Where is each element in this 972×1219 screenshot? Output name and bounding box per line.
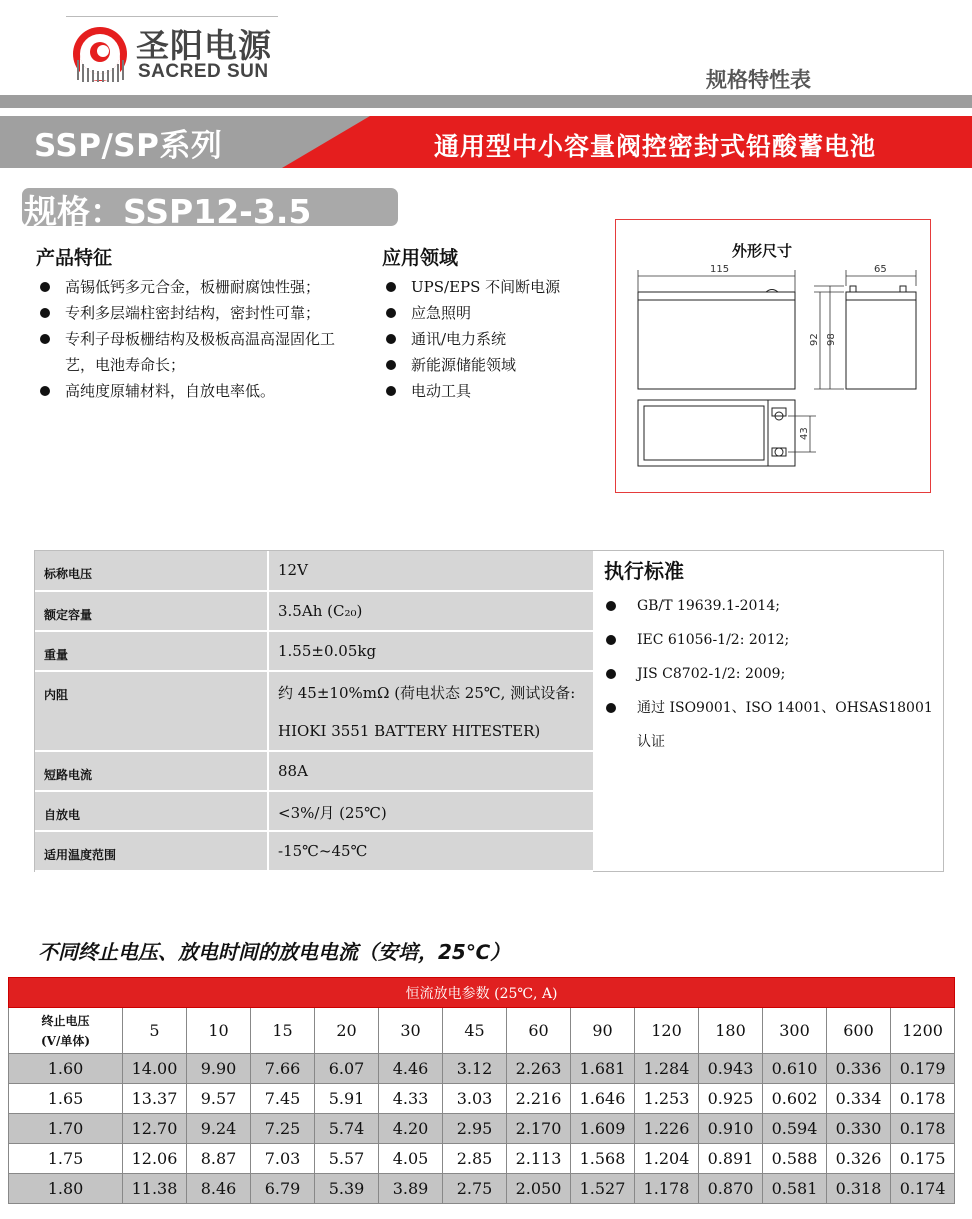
discharge-time-header: 5 xyxy=(123,1008,187,1054)
end-voltage-cell: 1.65 xyxy=(9,1084,123,1114)
discharge-row xyxy=(9,1054,955,1084)
dimension-title: 外形尺寸 xyxy=(732,242,793,260)
discharge-current-cell: 2.170 xyxy=(507,1114,571,1144)
discharge-current-cell: 9.24 xyxy=(187,1114,251,1144)
feature-item: 专利子母板栅结构及极板高温高湿固化工艺，电池寿命长； xyxy=(36,326,356,378)
end-voltage-cell: 1.60 xyxy=(9,1054,123,1084)
discharge-current-cell: 0.925 xyxy=(699,1084,763,1114)
dim-width-label: 65 xyxy=(874,264,887,275)
discharge-current-cell: 6.79 xyxy=(251,1174,315,1204)
discharge-body xyxy=(9,1054,955,1204)
discharge-current-cell: 12.06 xyxy=(123,1144,187,1174)
discharge-current-cell: 5.91 xyxy=(315,1084,379,1114)
spec-row xyxy=(35,791,593,831)
discharge-current-cell: 0.330 xyxy=(827,1114,891,1144)
discharge-current-cell: 2.85 xyxy=(443,1144,507,1174)
spec-value: 12V xyxy=(268,551,593,591)
discharge-current-cell: 4.46 xyxy=(379,1054,443,1084)
battery-outline-drawing xyxy=(616,220,930,492)
spec-value: -15℃~45℃ xyxy=(268,831,593,871)
discharge-current-cell: 0.336 xyxy=(827,1054,891,1084)
application-item: 电动工具 xyxy=(382,378,612,404)
feature-item: 高锡低钙多元合金，板栅耐腐蚀性强； xyxy=(36,274,356,300)
discharge-current-cell: 0.178 xyxy=(891,1084,955,1114)
discharge-current-cell: 0.594 xyxy=(763,1114,827,1144)
dimension-drawing-panel xyxy=(615,219,931,493)
discharge-current-cell: 0.175 xyxy=(891,1144,955,1174)
application-item: 应急照明 xyxy=(382,300,612,326)
discharge-row xyxy=(9,1174,955,1204)
end-voltage-cell: 1.70 xyxy=(9,1114,123,1144)
discharge-time-header: 1200 xyxy=(891,1008,955,1054)
discharge-current-cell: 3.03 xyxy=(443,1084,507,1114)
spec-value: 1.55±0.05kg xyxy=(268,631,593,671)
discharge-current-cell: 1.178 xyxy=(635,1174,699,1204)
discharge-current-cell: 3.89 xyxy=(379,1174,443,1204)
end-voltage-cell: 1.80 xyxy=(9,1174,123,1204)
discharge-time-header: 90 xyxy=(571,1008,635,1054)
discharge-current-cell: 0.326 xyxy=(827,1144,891,1174)
features-list xyxy=(36,274,356,404)
discharge-time-header: 300 xyxy=(763,1008,827,1054)
discharge-row xyxy=(9,1114,955,1144)
discharge-current-cell: 0.870 xyxy=(699,1174,763,1204)
discharge-current-cell: 0.910 xyxy=(699,1114,763,1144)
discharge-time-header: 60 xyxy=(507,1008,571,1054)
dim-terminal-label: 43 xyxy=(799,427,810,440)
discharge-time-header: 180 xyxy=(699,1008,763,1054)
discharge-time-header: 20 xyxy=(315,1008,379,1054)
dim-length-label: 115 xyxy=(710,264,730,275)
spec-key: 自放电 xyxy=(35,791,268,831)
discharge-current-cell: 11.38 xyxy=(123,1174,187,1204)
spec-row xyxy=(35,551,593,591)
discharge-current-cell: 2.75 xyxy=(443,1174,507,1204)
discharge-current-cell: 5.39 xyxy=(315,1174,379,1204)
discharge-time-header: 10 xyxy=(187,1008,251,1054)
discharge-header-row xyxy=(9,1008,955,1054)
feature-item: 专利多层端柱密封结构，密封性可靠； xyxy=(36,300,356,326)
discharge-current-cell: 2.95 xyxy=(443,1114,507,1144)
discharge-current-cell: 8.87 xyxy=(187,1144,251,1174)
discharge-current-cell: 5.57 xyxy=(315,1144,379,1174)
discharge-current-cell: 0.174 xyxy=(891,1174,955,1204)
discharge-current-cell: 0.581 xyxy=(763,1174,827,1204)
standard-item: GB/T 19639.1-2014; xyxy=(602,589,942,623)
discharge-current-cell: 4.33 xyxy=(379,1084,443,1114)
discharge-current-cell: 7.03 xyxy=(251,1144,315,1174)
series-name: SSP/SP系列 xyxy=(34,128,223,164)
discharge-current-cell: 0.602 xyxy=(763,1084,827,1114)
discharge-current-cell: 4.05 xyxy=(379,1144,443,1174)
discharge-current-cell: 1.568 xyxy=(571,1144,635,1174)
discharge-current-cell: 0.318 xyxy=(827,1174,891,1204)
discharge-current-cell: 6.07 xyxy=(315,1054,379,1084)
end-voltage-cell: 1.75 xyxy=(9,1144,123,1174)
standard-item: IEC 61056-1/2: 2012; xyxy=(602,623,942,657)
spec-key: 重量 xyxy=(35,631,268,671)
document-type: 规格特性表 xyxy=(706,68,811,92)
discharge-current-cell: 2.216 xyxy=(507,1084,571,1114)
discharge-current-cell: 9.90 xyxy=(187,1054,251,1084)
discharge-current-cell: 13.37 xyxy=(123,1084,187,1114)
discharge-caption-row xyxy=(9,978,955,1008)
logo-chinese-name: 圣阳电源 xyxy=(136,26,272,65)
spec-value: <3%/月 (25℃) xyxy=(268,791,593,831)
discharge-current-cell: 1.284 xyxy=(635,1054,699,1084)
discharge-current-cell: 0.334 xyxy=(827,1084,891,1114)
spec-key: 适用温度范围 xyxy=(35,831,268,871)
discharge-table xyxy=(8,977,955,1204)
spec-row xyxy=(35,831,593,871)
spec-value: 88A xyxy=(268,751,593,791)
discharge-current-cell: 1.527 xyxy=(571,1174,635,1204)
discharge-current-cell: 2.263 xyxy=(507,1054,571,1084)
spec-table xyxy=(35,551,593,872)
discharge-current-cell: 0.178 xyxy=(891,1114,955,1144)
discharge-time-header: 30 xyxy=(379,1008,443,1054)
discharge-time-header: 15 xyxy=(251,1008,315,1054)
discharge-current-cell: 0.943 xyxy=(699,1054,763,1084)
voltage-header-line2: (V/单体) xyxy=(40,1033,91,1048)
spec-key: 短路电流 xyxy=(35,751,268,791)
application-item: 新能源储能领域 xyxy=(382,352,612,378)
dim-height-label: 92 xyxy=(809,333,820,346)
discharge-current-cell: 0.610 xyxy=(763,1054,827,1084)
discharge-current-cell: 7.25 xyxy=(251,1114,315,1144)
discharge-heading: 不同终止电压、放电时间的放电电流（安培，25℃） xyxy=(38,940,511,964)
discharge-current-cell: 1.226 xyxy=(635,1114,699,1144)
product-title: 通用型中小容量阀控密封式铅酸蓄电池 xyxy=(434,132,877,161)
discharge-current-cell: 9.57 xyxy=(187,1084,251,1114)
header-divider-bar xyxy=(0,95,972,108)
discharge-current-cell: 4.20 xyxy=(379,1114,443,1144)
discharge-time-header: 45 xyxy=(443,1008,507,1054)
standard-item: 通过 ISO9001、ISO 14001、OHSAS18001 认证 xyxy=(602,691,942,759)
dim-total-height-label: 98 xyxy=(826,333,837,346)
spec-row xyxy=(35,751,593,791)
model-label: 规格：SSP12-3.5 xyxy=(24,192,312,231)
voltage-column-header xyxy=(9,1008,123,1054)
spec-key: 标称电压 xyxy=(35,551,268,591)
discharge-current-cell: 7.66 xyxy=(251,1054,315,1084)
discharge-current-cell: 2.113 xyxy=(507,1144,571,1174)
discharge-current-cell: 1.609 xyxy=(571,1114,635,1144)
discharge-row xyxy=(9,1084,955,1114)
application-item: UPS/EPS 不间断电源 xyxy=(382,274,612,300)
spec-value: 3.5Ah (C₂₀) xyxy=(268,591,593,631)
discharge-current-cell: 0.179 xyxy=(891,1054,955,1084)
discharge-caption: 恒流放电参数 (25℃, A) xyxy=(9,978,955,1008)
discharge-row xyxy=(9,1144,955,1174)
voltage-header-line1: 终止电压 xyxy=(41,1013,90,1028)
discharge-time-header: 600 xyxy=(827,1008,891,1054)
discharge-current-cell: 1.253 xyxy=(635,1084,699,1114)
discharge-current-cell: 8.46 xyxy=(187,1174,251,1204)
discharge-current-cell: 0.588 xyxy=(763,1144,827,1174)
standards-heading: 执行标准 xyxy=(604,559,684,583)
discharge-current-cell: 0.891 xyxy=(699,1144,763,1174)
discharge-current-cell: 3.12 xyxy=(443,1054,507,1084)
discharge-current-cell: 1.646 xyxy=(571,1084,635,1114)
applications-heading: 应用领域 xyxy=(382,247,459,269)
specification-panel xyxy=(34,550,944,872)
logo-english-name: SACRED SUN xyxy=(138,61,269,82)
feature-item: 高纯度原辅材料，自放电率低。 xyxy=(36,378,356,404)
spec-key: 额定容量 xyxy=(35,591,268,631)
applications-list xyxy=(382,274,612,404)
discharge-time-header: 120 xyxy=(635,1008,699,1054)
spec-row xyxy=(35,671,593,751)
discharge-current-cell: 1.681 xyxy=(571,1054,635,1084)
discharge-current-cell: 7.45 xyxy=(251,1084,315,1114)
application-item: 通讯/电力系统 xyxy=(382,326,612,352)
discharge-current-cell: 2.050 xyxy=(507,1174,571,1204)
discharge-current-cell: 14.00 xyxy=(123,1054,187,1084)
standards-list xyxy=(602,589,942,759)
spec-value: 约 45±10%mΩ (荷电状态 25℃, 测试设备: HIOKI 3551 BATTERY HITESTER) xyxy=(268,671,593,751)
spec-key: 内阻 xyxy=(35,671,268,751)
discharge-current-cell: 5.74 xyxy=(315,1114,379,1144)
discharge-current-cell: 12.70 xyxy=(123,1114,187,1144)
standard-item: JIS C8702-1/2: 2009; xyxy=(602,657,942,691)
sacred-sun-logo-icon xyxy=(70,24,130,84)
logo-divider xyxy=(66,16,278,17)
spec-row xyxy=(35,591,593,631)
discharge-current-cell: 1.204 xyxy=(635,1144,699,1174)
features-heading: 产品特征 xyxy=(36,247,113,269)
spec-row xyxy=(35,631,593,671)
